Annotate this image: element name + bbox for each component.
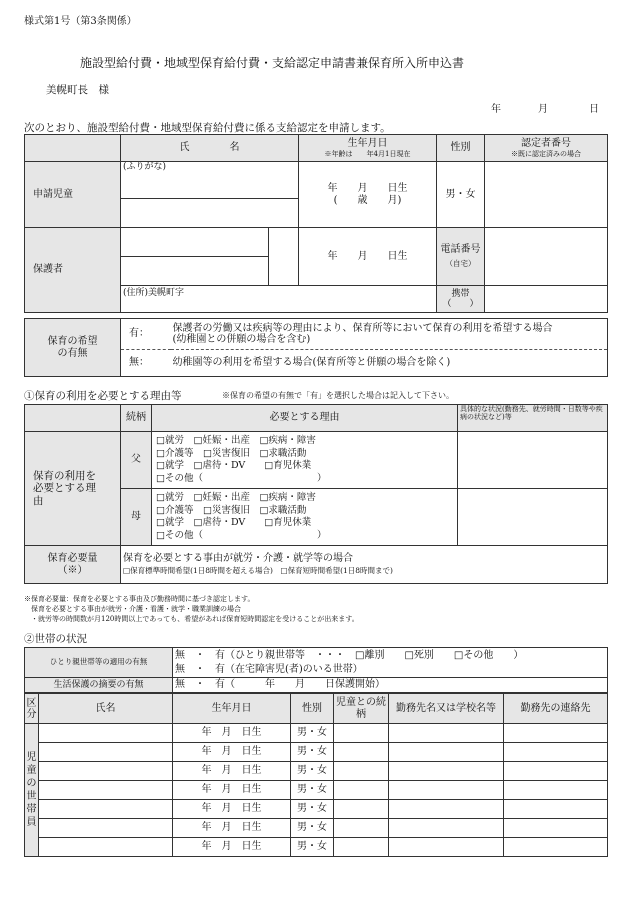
guardian-birth-field[interactable]: 年 月 日生 [299, 228, 437, 286]
single-parent-line2[interactable]: 無 ・ 有（在宅障害児(者)のいる世帯） [173, 663, 608, 678]
hope-no-label[interactable]: 無： [121, 350, 171, 377]
hope-yes-text [171, 319, 608, 350]
hope-yes-text-1: 保護者の労働又は疾病等の理由により、保育所等において保育の利用を希望する場合 [172, 322, 553, 334]
amount-mark: （※） [57, 564, 88, 576]
member-name-field[interactable] [39, 819, 173, 838]
amount-field [121, 546, 608, 584]
member-name-field[interactable] [39, 743, 173, 762]
section1-note: ※保育の希望の有無で「有」を選択した場合は記入して下さい。 [222, 391, 454, 400]
col-detail-header: 具体的な状況(勤務先、就労時間・日数等や疾病の状況など)等 [458, 405, 608, 432]
section2-heading: ②世帯の状況 [24, 633, 87, 645]
member-contact-field[interactable] [504, 800, 608, 819]
child-birth-line1: 年 月 日生 [327, 183, 408, 194]
reason-line[interactable]: □就学 □虐待・DV □育児休業 [156, 517, 312, 528]
single-parent-line1[interactable]: 無 ・ 有（ひとり親世帯等 ・・・ □離別 □死別 □その他 ） [173, 648, 608, 663]
father-detail-field[interactable] [458, 432, 608, 489]
member-work-field[interactable] [389, 800, 504, 819]
mobile-paren: （ ） [442, 299, 479, 309]
member-sex-field[interactable]: 男・女 [291, 724, 334, 743]
child-cert-field[interactable] [485, 162, 608, 228]
address-field[interactable]: (住所)美幌町字 [121, 286, 437, 313]
member-birth-field[interactable]: 年 月 日生 [173, 838, 291, 857]
child-sex-field[interactable]: 男・女 [437, 162, 485, 228]
member-work-field[interactable] [389, 724, 504, 743]
applicant-table [24, 134, 608, 313]
member-sex-field[interactable]: 男・女 [291, 838, 334, 857]
member-relation-field[interactable] [334, 762, 389, 781]
reason-row-label-2: 必要とする理 [33, 482, 96, 495]
hope-label-line2: の有無 [57, 347, 88, 359]
member-relation-field[interactable] [334, 724, 389, 743]
col-member-contact-header: 勤務先の連絡先 [504, 694, 608, 724]
member-contact-field[interactable] [504, 724, 608, 743]
child-birth-line2: ( 歳 月) [333, 194, 402, 206]
date-year: 年 [491, 104, 501, 115]
amount-text: 保育を必要とする事由が就労・介護・就学等の場合 [123, 552, 353, 564]
section1-heading: ①保育の利用を必要とする理由等 [24, 390, 182, 402]
member-contact-field[interactable] [504, 838, 608, 857]
member-relation-field[interactable] [334, 781, 389, 800]
member-sex-field[interactable]: 男・女 [291, 781, 334, 800]
household-status-table [24, 647, 608, 693]
child-birth-field[interactable] [299, 162, 437, 228]
guardian-name-field[interactable] [121, 257, 269, 286]
guardian-relation-field[interactable] [269, 228, 299, 286]
member-sex-field[interactable]: 男・女 [291, 800, 334, 819]
reason-row-label-3: 由 [33, 494, 44, 507]
col-member-work-header: 勤務先名又は学校名等 [389, 694, 504, 724]
child-furigana-field[interactable]: (ふりがな) [121, 162, 299, 199]
col-member-sex-header: 性別 [291, 694, 334, 724]
amount-label [25, 546, 121, 584]
mobile-label: 携帯 [451, 288, 470, 299]
mother-detail-field[interactable] [458, 489, 608, 546]
reason-line[interactable]: □介護等 □災害復旧 □求職活動 [156, 447, 307, 459]
hope-yes-label[interactable]: 有： [121, 319, 171, 350]
home-label: （自宅） [445, 259, 476, 269]
phone-label-cell [437, 228, 485, 286]
mobile-field[interactable] [485, 286, 608, 313]
member-sex-field[interactable]: 男・女 [291, 819, 334, 838]
hope-table [24, 318, 608, 377]
member-relation-field[interactable] [334, 838, 389, 857]
hope-no-text: 幼稚園等の利用を希望する場合(保育所等と併願の場合を除く) [171, 350, 608, 377]
member-name-field[interactable] [39, 724, 173, 743]
col-birth-header [299, 135, 437, 162]
reason-line[interactable]: □その他（ ） [156, 472, 327, 484]
col-cert-header [485, 135, 608, 162]
member-birth-field[interactable]: 年 月 日生 [173, 743, 291, 762]
col-sex-header: 性別 [437, 135, 485, 162]
member-sex-field[interactable]: 男・女 [291, 743, 334, 762]
member-relation-field[interactable] [334, 800, 389, 819]
col-member-birth-header: 生年月日 [173, 694, 291, 724]
member-work-field[interactable] [389, 762, 504, 781]
header-blank [25, 135, 121, 162]
member-contact-field[interactable] [504, 819, 608, 838]
reason-line[interactable]: □その他（ ） [156, 529, 327, 541]
member-work-field[interactable] [389, 838, 504, 857]
mobile-label-cell [437, 286, 485, 313]
col-reason-header: 必要とする理由 [152, 405, 458, 432]
member-name-field[interactable] [39, 838, 173, 857]
mother-reasons[interactable] [152, 489, 458, 546]
phone-home-field[interactable] [485, 228, 608, 286]
page-title: 施設型給付費・地域型保育給付費・支給認定申請書兼保育所入所申込書 [80, 56, 465, 70]
amount-options[interactable]: □保育標準時間希望(1日8時間を超える場合) □保育短時間希望(1日8時間まで) [123, 566, 393, 576]
hope-label-line1: 保育の希望 [47, 336, 98, 347]
hope-yes-text-2: (幼稚園との併願の場合を含む) [172, 334, 311, 345]
intro-text: 次のとおり、施設型給付費・地域型保育給付費に係る支給認定を申請します。 [24, 122, 391, 134]
col-name-header: 氏 名 [121, 135, 299, 162]
addressee: 美幌町長 様 [46, 84, 109, 96]
col-birth-note: ※年齢は 年4月1日現在 [324, 149, 411, 158]
member-work-field[interactable] [389, 819, 504, 838]
reason-line[interactable]: □就学 □虐待・DV □育児休業 [156, 460, 312, 471]
member-birth-field[interactable]: 年 月 日生 [173, 819, 291, 838]
reason-line[interactable]: □就労 □妊娠・出産 □疾病・障害 [156, 492, 316, 503]
hope-label [25, 319, 121, 377]
reason-row-label [25, 432, 121, 546]
child-label: 申請児童 [25, 162, 121, 228]
father-label: 父 [121, 432, 152, 489]
col-kubun-header: 区分 [25, 694, 39, 724]
household-members-table [24, 693, 608, 857]
note-line: 保育を必要とする事由が就労・介護・看護・就学・職業訓練の場合 [24, 605, 241, 613]
col-relation-header: 続柄 [121, 405, 152, 432]
member-birth-field[interactable]: 年 月 日生 [173, 762, 291, 781]
member-work-field[interactable] [389, 743, 504, 762]
single-parent-label: ひとり親世帯等の適用の有無 [25, 648, 173, 678]
phone-label: 電話番号 [440, 243, 481, 255]
member-birth-field[interactable]: 年 月 日生 [173, 724, 291, 743]
member-relation-field[interactable] [334, 743, 389, 762]
father-reasons[interactable] [152, 432, 458, 489]
member-contact-field[interactable] [504, 743, 608, 762]
col-birth-label: 生年月日 [347, 138, 388, 150]
member-name-field[interactable] [39, 781, 173, 800]
form-number: 様式第1号（第3条関係） [24, 16, 137, 27]
child-name-field[interactable] [121, 199, 299, 228]
amount-label-text: 保育必要量 [47, 553, 98, 564]
member-birth-field[interactable]: 年 月 日生 [173, 781, 291, 800]
guardian-furigana-field[interactable] [121, 228, 269, 257]
member-relation-field[interactable] [334, 819, 389, 838]
member-birth-field[interactable]: 年 月 日生 [173, 800, 291, 819]
member-name-field[interactable] [39, 800, 173, 819]
guardian-label: 保護者 [25, 228, 121, 313]
note-line: ※保育必要量：保育を必要とする事由及び勤務時間に基づき認定します。 [24, 595, 255, 603]
reason-line[interactable]: □就労 □妊娠・出産 □疾病・障害 [156, 435, 316, 446]
col-member-relation-header: 児童との続柄 [334, 694, 389, 724]
mother-label: 母 [121, 489, 152, 546]
col-cert-label: 認定者番号 [521, 138, 571, 150]
welfare-label: 生活保護の摘要の有無 [25, 678, 173, 693]
note-line: ・就労等の時間数が月120時間以上であっても、希望があれば保育短時間認定を受けることが出来ます。 [24, 615, 359, 623]
reason-table [24, 404, 608, 584]
welfare-value[interactable]: 無 ・ 有（ 年 月 日保護開始） [173, 678, 608, 693]
member-name-field[interactable] [39, 762, 173, 781]
date-month: 月 [538, 104, 548, 115]
member-contact-field[interactable] [504, 781, 608, 800]
member-sex-field[interactable]: 男・女 [291, 762, 334, 781]
reason-header-blank [25, 405, 121, 432]
member-work-field[interactable] [389, 781, 504, 800]
notes [24, 594, 359, 624]
reason-line[interactable]: □介護等 □災害復旧 □求職活動 [156, 504, 307, 516]
col-member-name-header: 氏名 [39, 694, 173, 724]
member-contact-field[interactable] [504, 762, 608, 781]
member-group-label: 児童の世帯員 [25, 724, 39, 857]
reason-row-label-1: 保育の利用を [33, 470, 96, 483]
date-day: 日 [589, 104, 599, 115]
col-cert-note: ※既に認定済みの場合 [511, 149, 581, 158]
